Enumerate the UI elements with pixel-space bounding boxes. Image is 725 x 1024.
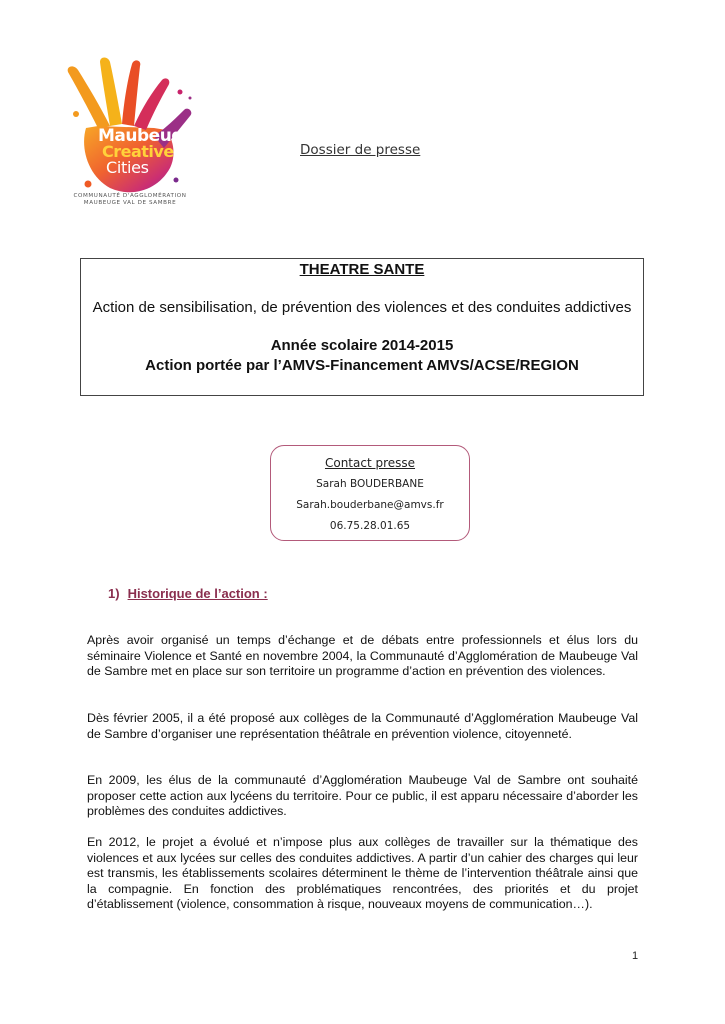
section-heading (108, 586, 268, 601)
document-subtitle: Action de sensibilisation, de prévention des violences et des conduites addictives (92, 299, 632, 316)
section-number: 1) (108, 586, 120, 601)
contact-title: Contact presse (324, 456, 416, 470)
funding-line: Action portée par l’AMVS-Financement AMVS/ACSE/REGION (145, 357, 579, 374)
contact-box (270, 445, 470, 541)
logo-word-creative: Creative (102, 142, 174, 161)
school-year: Année scolaire 2014-2015 (270, 337, 454, 354)
title-box (80, 258, 644, 396)
paragraph-2: Dès février 2005, il a été proposé aux collèges de la Communauté d’Agglomération Maubeuge Val de Sambre d’organiser une représentation théâtrale en prévention violence, citoyenneté. (87, 711, 638, 741)
logo-caption-line1: COMMUNAUTÉ D'AGGLOMÉRATION (73, 193, 187, 199)
logo-caption-line2: MAUBEUGE VAL DE SAMBRE (83, 200, 177, 206)
paragraph-4: En 2012, le projet a évolué et n’impose plus aux collèges de travailler sur la thématique des violences et aux lycées sur celles des conduites addictives. A partir d’un cahier des charges qui leur est transmis, les établissements scolaires déterminent le thème de l’intervention théâtrale ainsi que la compagnie. En fonction des problématiques rencontrées, des priorités et du projet d’établissement (violence, consommation à risque, nouveaux moyens de communication…). (87, 835, 638, 912)
contact-name: Sarah BOUDERBANE (316, 478, 424, 490)
paragraph-3: En 2009, les élus de la communauté d’Agglomération Maubeuge Val de Sambre ont souhaité proposer cette action aux lycéens du territoire. Pour ce public, il est apparu nécessaire d’aborder les problèmes des conduites addictives. (87, 773, 638, 819)
paragraph-1: Après avoir organisé un temps d’échange et de débats entre professionnels et élus lors du séminaire Violence et Santé en novembre 2004, la Communauté d’Agglomération de Maubeuge Val de Sambre met en place sur son territoire un programme d’action en prévention des violences. (87, 633, 638, 679)
logo-caption (60, 193, 200, 207)
section-title: Historique de l’action : (127, 586, 268, 601)
logo-word-maubeuge: Maubeuge (98, 126, 194, 146)
document-title: THEATRE SANTE (299, 261, 425, 278)
dossier-title: Dossier de presse (300, 142, 421, 158)
logo-word-cities: Cities (106, 158, 149, 177)
logo (58, 56, 198, 206)
page-number: 1 (632, 950, 639, 962)
contact-phone: 06.75.28.01.65 (329, 520, 411, 532)
contact-email[interactable]: Sarah.bouderbane@amvs.fr (296, 499, 444, 511)
